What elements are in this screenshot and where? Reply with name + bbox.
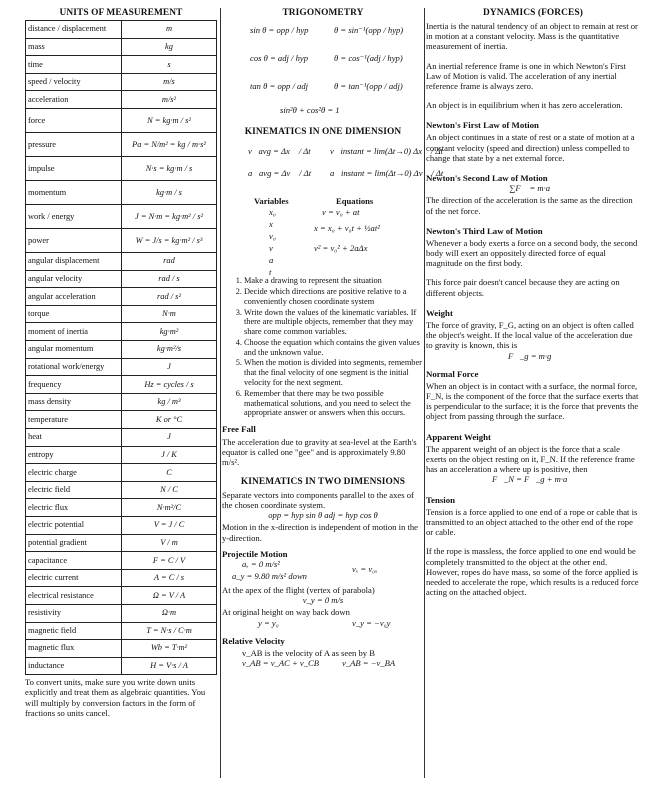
unit-cell: J — [122, 429, 217, 447]
unit-cell: Hz = cycles / s — [122, 376, 217, 394]
units-row — [26, 229, 217, 253]
quantity-cell: moment of inertia — [26, 323, 122, 341]
vy-zero: v_y = 0 m/s — [302, 595, 344, 606]
kin1d-steps — [234, 276, 424, 418]
rel-eq1: v_AB = v_AC + v_CB — [242, 658, 319, 669]
units-row — [26, 38, 217, 56]
unit-cell: V / m — [122, 534, 217, 552]
var-x0: x₀ — [269, 207, 276, 218]
tension-title: Tension — [426, 494, 456, 505]
quantity-cell: distance / displacement — [26, 21, 122, 39]
step-item: 1. Make a drawing to represent the situation — [244, 276, 424, 286]
apparent-weight-title: Apparent Weight — [426, 431, 491, 442]
units-row — [26, 270, 217, 288]
projectile-title: Projectile Motion — [222, 548, 288, 559]
acos-formula: θ = cos⁻¹(adj / hyp) — [334, 53, 403, 64]
unit-cell: N·m — [122, 305, 217, 323]
unit-cell: T = N·s / C·m — [122, 622, 217, 640]
quantity-cell: mass density — [26, 393, 122, 411]
step-item: 5. When the motion is divided into segments, remember that the final velocity of one segment is the initial velocity for the next segment. — [244, 358, 424, 387]
normal-force-title: Normal Force — [426, 368, 479, 379]
quantity-cell: pressure — [26, 133, 122, 157]
units-row — [26, 73, 217, 91]
var-x: x — [269, 219, 273, 230]
relative-velocity-text: v_AB is the velocity of A as seen by B — [242, 647, 375, 658]
units-row — [26, 341, 217, 359]
quantity-cell: rotational work/energy — [26, 358, 122, 376]
step-item: 6. Remember that there may be two possible mathematical solutions, and you need to select the appropriate answer or answers when this occurs. — [244, 389, 424, 418]
quantity-cell: entropy — [26, 446, 122, 464]
unit-cell: Ω = V / A — [122, 587, 217, 605]
unit-cell: m — [122, 21, 217, 39]
atan-formula: θ = tan⁻¹(opp / adj) — [334, 81, 403, 92]
vx-formula: vₓ = v₀ₓ — [352, 564, 378, 575]
eq-velocity: v = v₀ + at — [322, 207, 360, 218]
units-row — [26, 323, 217, 341]
quantity-cell: magnetic flux — [26, 640, 122, 658]
dynamics-column — [426, 8, 640, 597]
unit-cell: Ω·m — [122, 604, 217, 622]
quantity-cell: inductance — [26, 657, 122, 675]
units-row — [26, 481, 217, 499]
equations-header: Equations — [336, 196, 374, 207]
vy-neg-formula: v_y = −v₀y — [352, 617, 391, 628]
units-table — [25, 20, 217, 675]
first-law-title: Newton's First Law of Motion — [426, 120, 539, 131]
orig-height-eqs — [222, 618, 424, 630]
aavg-formula: a⃗avg = Δv⃗ / Δt — [248, 168, 312, 179]
unit-cell: kg — [122, 38, 217, 56]
quantity-cell: angular acceleration — [26, 288, 122, 306]
units-row — [26, 376, 217, 394]
var-a: a — [269, 255, 274, 266]
units-row — [26, 358, 217, 376]
quantity-cell: angular momentum — [26, 341, 122, 359]
quantity-cell: frequency — [26, 376, 122, 394]
normal-force-text: When an object is in contact with a surface, the normal force, F_N, is the component of the force that the surface exerts that is perpendicular to the surface; it is the force that prevents the object from passing through the surface. — [426, 381, 639, 422]
var-t: t — [269, 267, 272, 278]
unit-cell: m/s² — [122, 91, 217, 109]
second-law-equation: ∑F⃗ = m·a⃗ — [509, 183, 557, 194]
third-law-text: Whenever a body exerts a force on a second body, the second body will exert an oppositely directed force of equal magnitude on the first body. — [426, 238, 638, 269]
relative-velocity-eqs — [222, 658, 424, 670]
units-row — [26, 91, 217, 109]
eq-position: x = x₀ + v₀t + ½at² — [314, 223, 380, 234]
units-row — [26, 393, 217, 411]
weight-title: Weight — [426, 307, 453, 318]
first-law-text: An object continues in a state of rest or a state of motion at a constant velocity (speed and direction) unless compelled to change that state by a net external force. — [426, 132, 635, 163]
vinst-formula: v⃗instant = lim(Δt→0) Δx⃗ / Δt — [330, 146, 443, 157]
unit-cell: kg / m³ — [122, 393, 217, 411]
quantity-cell: potential gradient — [26, 534, 122, 552]
unit-cell: m/s — [122, 73, 217, 91]
unit-cell: rad / s² — [122, 288, 217, 306]
kin1d-variables — [222, 196, 424, 276]
quantity-cell: magnetic field — [26, 622, 122, 640]
units-row — [26, 587, 217, 605]
inertia-text: Inertia is the natural tendency of an object to remain at rest or in motion at a constant velocity. Mass is the quantitative measurement of inertia. — [426, 21, 638, 52]
tension-text: Tension is a force applied to one end of a rope or cable that is transmitted to an object attached to the other end of the rope or cable. — [426, 506, 638, 538]
quantity-cell: torque — [26, 305, 122, 323]
ainst-formula: a⃗instant = lim(Δt→0) Δv⃗ / Δt — [330, 168, 444, 179]
ay-formula: a_y = 9.80 m/s² down — [232, 571, 307, 582]
inertial-frame-text: An inertial reference frame is one in which Newton's First Law of Motion is valid. The acceleration of any inertial reference frame is always zero. — [426, 60, 626, 91]
units-row — [26, 109, 217, 133]
units-row — [26, 622, 217, 640]
unit-cell: N·m²/C — [122, 499, 217, 517]
third-law-text2: This force pair doesn't cancel because they are acting on different objects. — [426, 277, 620, 298]
quantity-cell: work / energy — [26, 205, 122, 229]
unit-cell: A = C / s — [122, 569, 217, 587]
unit-cell: V = J / C — [122, 516, 217, 534]
quantity-cell: speed / velocity — [26, 73, 122, 91]
units-row — [26, 56, 217, 74]
var-v: v — [269, 243, 273, 254]
unit-cell: kg·m² — [122, 323, 217, 341]
unit-cell: F = C / V — [122, 552, 217, 570]
rel-eq2: v_AB = −v_BA — [342, 658, 396, 669]
trig-formulas — [222, 19, 424, 127]
asin-formula: θ = sin⁻¹(opp / hyp) — [334, 25, 404, 36]
quantity-cell: momentum — [26, 181, 122, 205]
units-row — [26, 181, 217, 205]
step-item: 2. Decide which directions are positive relative to a conveniently chosen coordinate system — [244, 287, 424, 307]
equilibrium-text: An object is in equilibrium when it has zero acceleration. — [426, 99, 623, 110]
units-row — [26, 640, 217, 658]
quantity-cell: electric flux — [26, 499, 122, 517]
kin2d-text2: Motion in the x-direction is independent of motion in the y-direction. — [222, 522, 418, 543]
units-column — [25, 8, 217, 718]
apparent-weight-text: The apparent weight of an object is the force that a scale exerts on the object resting on it, F_N. If the reference frame has an acceleration a where up is positive, then — [426, 444, 635, 475]
tension-text2: If the rope is massless, the force applied to one end would be completely transmitted to the object at the other end. However, ropes do have mass, so some of the force applied is needed to accelerate the rope, which results is a reduced force acting on the attached object. — [426, 546, 639, 597]
units-row — [26, 446, 217, 464]
quantity-cell: electric potential — [26, 516, 122, 534]
units-row — [26, 157, 217, 181]
unit-cell: Pa = N/m² = kg / m·s² — [122, 133, 217, 157]
unit-cell: J = N·m = kg·m² / s² — [122, 205, 217, 229]
units-note: To convert units, make sure you write down units explicitly and treat them as algebraic quantities. You will multiply by conversion factors in the form of fractions so units cancel. — [25, 677, 206, 718]
units-row — [26, 21, 217, 39]
unit-cell: kg·m²/s — [122, 341, 217, 359]
vavg-formula: v⃗avg = Δx⃗ / Δt — [248, 146, 311, 157]
step-item: 4. Choose the equation which contains the given values and the unknown value. — [244, 338, 424, 358]
trig-title: TRIGONOMETRY — [282, 8, 364, 18]
column-divider-right — [424, 8, 425, 778]
unit-cell: rad / s — [122, 270, 217, 288]
units-row — [26, 552, 217, 570]
quantity-cell: resistivity — [26, 604, 122, 622]
quantity-cell: power — [26, 229, 122, 253]
trig-identity: sin²θ + cos²θ = 1 — [280, 105, 340, 116]
second-law-title: Newton's Second Law of Motion — [426, 172, 548, 183]
quantity-cell: electric charge — [26, 464, 122, 482]
units-row — [26, 133, 217, 157]
var-v0: v₀ — [269, 231, 276, 242]
unit-cell: N·s = kg·m / s — [122, 157, 217, 181]
quantity-cell: temperature — [26, 411, 122, 429]
units-row — [26, 534, 217, 552]
kin2d-text: Separate vectors into components parallel to the axes of the chosen coordinate system. — [222, 490, 414, 511]
unit-cell: K or °C — [122, 411, 217, 429]
freefall-title: Free Fall — [222, 424, 256, 435]
quantity-cell: time — [26, 56, 122, 74]
unit-cell: Wb = T·m² — [122, 640, 217, 658]
quantity-cell: electric field — [26, 481, 122, 499]
units-row — [26, 288, 217, 306]
unit-cell: H = V·s / A — [122, 657, 217, 675]
y-formula: y = y₀ — [258, 617, 279, 628]
units-row — [26, 305, 217, 323]
unit-cell: N = kg·m / s² — [122, 109, 217, 133]
units-row — [26, 657, 217, 675]
sin-formula: sin θ = opp / hyp — [250, 25, 309, 36]
unit-cell: W = J/s = kg·m² / s³ — [122, 229, 217, 253]
ax-formula: aₓ = 0 m/s² — [242, 559, 280, 570]
units-row — [26, 253, 217, 271]
quantity-cell: angular velocity — [26, 270, 122, 288]
projectile-accel — [222, 559, 424, 583]
tan-formula: tan θ = opp / adj — [250, 81, 309, 92]
kin1d-title: KINEMATICS IN ONE DIMENSION — [244, 127, 402, 138]
kin2d-components: opp = hyp sin θ adj = hyp cos θ — [268, 510, 378, 521]
quantity-cell: angular displacement — [26, 253, 122, 271]
orig-height-text: At original height on way back down — [222, 607, 350, 618]
freefall-text: The acceleration due to gravity at sea-level at the Earth's equator is called one "gee" and is approximately 9.80 m/s². — [222, 436, 417, 467]
unit-cell: kg·m / s — [122, 181, 217, 205]
kin2d-title: KINEMATICS IN TWO DIMENSIONS — [240, 476, 406, 487]
units-row — [26, 411, 217, 429]
units-row — [26, 569, 217, 587]
dynamics-title: DYNAMICS (FORCES) — [483, 8, 583, 18]
variables-header: Variables — [254, 196, 289, 207]
third-law-title: Newton's Third Law of Motion — [426, 225, 543, 236]
quantity-cell: acceleration — [26, 91, 122, 109]
quantity-cell: force — [26, 109, 122, 133]
unit-cell: J / K — [122, 446, 217, 464]
apex-text: At the apex of the flight (vertex of parabola) — [222, 585, 375, 596]
units-row — [26, 516, 217, 534]
unit-cell: rad — [122, 253, 217, 271]
units-row — [26, 499, 217, 517]
units-row — [26, 604, 217, 622]
cos-formula: cos θ = adj / hyp — [250, 53, 308, 64]
quantity-cell: capacitance — [26, 552, 122, 570]
quantity-cell: electric current — [26, 569, 122, 587]
unit-cell: J — [122, 358, 217, 376]
step-item: 3. Write down the values of the kinematic variables. If there are multiple objects, remember that they may share come common variables. — [244, 308, 424, 337]
unit-cell: s — [122, 56, 217, 74]
unit-cell: N / C — [122, 481, 217, 499]
quantity-cell: mass — [26, 38, 122, 56]
unit-cell: C — [122, 464, 217, 482]
quantity-cell: impulse — [26, 157, 122, 181]
eq-velocity-squared: v² = v₀² + 2aΔx — [314, 243, 368, 254]
column-divider-left — [220, 8, 221, 778]
weight-equation: F⃗_g = m·g⃗ — [508, 350, 558, 361]
relative-velocity-title: Relative Velocity — [222, 635, 285, 646]
quantity-cell: electrical resistance — [26, 587, 122, 605]
units-row — [26, 429, 217, 447]
units-row — [26, 464, 217, 482]
units-title: UNITS OF MEASUREMENT — [59, 8, 183, 18]
second-law-text: The direction of the acceleration is the same as the direction of the net force. — [426, 195, 633, 216]
units-row — [26, 205, 217, 229]
quantity-cell: heat — [26, 429, 122, 447]
apparent-weight-equation: F⃗_N = F⃗_g + m·a⃗ — [491, 474, 575, 485]
weight-text: The force of gravity, F_G, acting on an object is often called the object's weight. If the local value of the acceleration due to gravity is known, this is — [426, 320, 634, 351]
